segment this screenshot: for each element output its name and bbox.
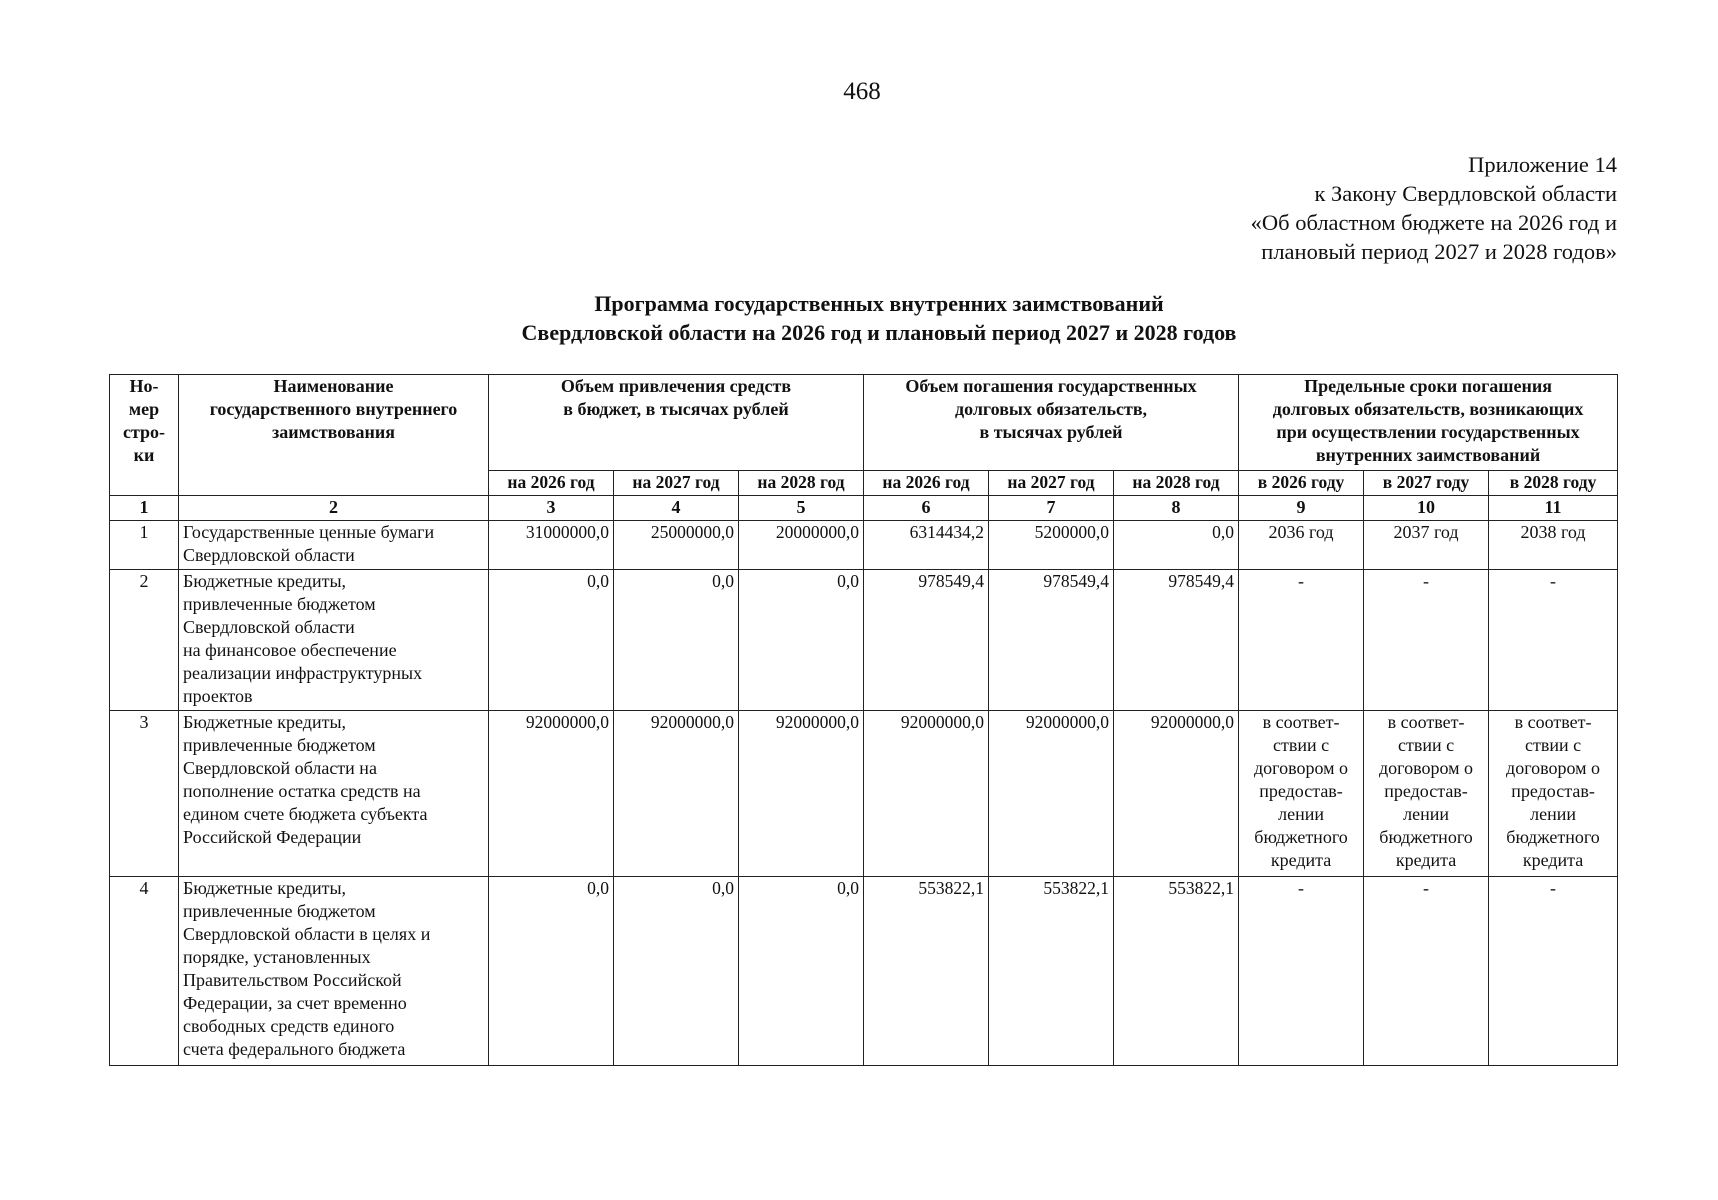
attraction-2028: 0,0 (739, 877, 864, 1066)
appendix-line: плановый период 2027 и 2028 годов» (1261, 239, 1617, 264)
title-line: Свердловской области на 2026 год и плановый период 2027 и 2028 годов (521, 320, 1237, 345)
borrowing-name: Бюджетные кредиты, привлеченные бюджетом Свердловской области в целях и порядке, установленных Правительством Российской Федерации, за счет временно свободных средств единого счета федерального бюджета (179, 877, 489, 1066)
borrowing-name: Бюджетные кредиты, привлеченные бюджетом Свердловской области на финансовое обеспечение реализации инфраструктурных проектов (179, 570, 489, 711)
table-row (110, 877, 1618, 1066)
repayment-2028: 92000000,0 (1114, 711, 1239, 877)
attraction-2028: 92000000,0 (739, 711, 864, 877)
column-number-row (110, 496, 1618, 521)
subheader-cell: на 2026 год (864, 471, 989, 496)
subheader-cell: в 2027 году (1364, 471, 1489, 496)
borrowing-program-table (109, 374, 1618, 1066)
attraction-2027: 0,0 (614, 877, 739, 1066)
subheader-cell: на 2028 год (739, 471, 864, 496)
appendix-line: «Об областном бюджете на 2026 год и (1250, 210, 1617, 235)
table-row (110, 711, 1618, 877)
document-title (0, 289, 1718, 347)
appendix-line: к Закону Свердловской области (1314, 181, 1617, 206)
appendix-line: Приложение 14 (1468, 152, 1617, 177)
row-number: 1 (110, 521, 179, 570)
subheader-cell: на 2027 год (989, 471, 1114, 496)
term-2027: в соответ- ствии с договором о предостав- лении бюджетного кредита (1364, 711, 1489, 877)
attraction-2027: 92000000,0 (614, 711, 739, 877)
repayment-2027: 5200000,0 (989, 521, 1114, 570)
attraction-2026: 92000000,0 (489, 711, 614, 877)
column-number: 4 (614, 496, 739, 521)
row-number: 2 (110, 570, 179, 711)
title-line: Программа государственных внутренних заимствований (594, 291, 1164, 316)
table-row (110, 570, 1618, 711)
column-number: 9 (1239, 496, 1364, 521)
column-number: 5 (739, 496, 864, 521)
repayment-2027: 92000000,0 (989, 711, 1114, 877)
borrowing-name: Бюджетные кредиты, привлеченные бюджетом Свердловской области на пополнение остатка средств на едином счете бюджета субъекта Российской Федерации (179, 711, 489, 877)
header-row (110, 375, 1618, 471)
header-borrowing-name: Наименование государственного внутреннего заимствования (179, 375, 489, 496)
attraction-2028: 20000000,0 (739, 521, 864, 570)
column-number: 10 (1364, 496, 1489, 521)
table-row (110, 521, 1618, 570)
term-2028: - (1489, 570, 1618, 711)
term-2028: 2038 год (1489, 521, 1618, 570)
repayment-2026: 92000000,0 (864, 711, 989, 877)
column-number: 7 (989, 496, 1114, 521)
attraction-2026: 0,0 (489, 877, 614, 1066)
column-number: 1 (110, 496, 179, 521)
row-number: 3 (110, 711, 179, 877)
column-number: 3 (489, 496, 614, 521)
column-number: 2 (179, 496, 489, 521)
attraction-2027: 0,0 (614, 570, 739, 711)
repayment-2026: 6314434,2 (864, 521, 989, 570)
column-number: 11 (1489, 496, 1618, 521)
subheader-cell: в 2026 году (1239, 471, 1364, 496)
attraction-2026: 31000000,0 (489, 521, 614, 570)
row-number: 4 (110, 877, 179, 1066)
repayment-2028: 0,0 (1114, 521, 1239, 570)
repayment-2028: 553822,1 (1114, 877, 1239, 1066)
header-row-number: Но- мер стро- ки (110, 375, 179, 496)
header-attraction-volume: Объем привлечения средств в бюджет, в тысячах рублей (489, 375, 864, 471)
term-2028: в соответ- ствии с договором о предостав- лении бюджетного кредита (1489, 711, 1618, 877)
repayment-2027: 553822,1 (989, 877, 1114, 1066)
term-2026: - (1239, 570, 1364, 711)
attraction-2028: 0,0 (739, 570, 864, 711)
attraction-2026: 0,0 (489, 570, 614, 711)
term-2026: - (1239, 877, 1364, 1066)
column-number: 8 (1114, 496, 1239, 521)
page-number: 468 (843, 78, 881, 105)
attraction-2027: 25000000,0 (614, 521, 739, 570)
header-repayment-volume: Объем погашения государственных долговых обязательств, в тысячах рублей (864, 375, 1239, 471)
repayment-2027: 978549,4 (989, 570, 1114, 711)
term-2027: - (1364, 570, 1489, 711)
term-2027: - (1364, 877, 1489, 1066)
subheader-cell: на 2027 год (614, 471, 739, 496)
repayment-2026: 978549,4 (864, 570, 989, 711)
column-number: 6 (864, 496, 989, 521)
subheader-cell: на 2028 год (1114, 471, 1239, 496)
appendix-reference (1251, 150, 1617, 266)
term-2027: 2037 год (1364, 521, 1489, 570)
borrowing-name: Государственные ценные бумаги Свердловской области (179, 521, 489, 570)
term-2026: в соответ- ствии с договором о предостав- лении бюджетного кредита (1239, 711, 1364, 877)
term-2026: 2036 год (1239, 521, 1364, 570)
subheader-cell: в 2028 году (1489, 471, 1618, 496)
subheader-cell: на 2026 год (489, 471, 614, 496)
repayment-2026: 553822,1 (864, 877, 989, 1066)
header-repayment-terms: Предельные сроки погашения долговых обязательств, возникающих при осуществлении государственных внутренних заимствований (1239, 375, 1618, 471)
term-2028: - (1489, 877, 1618, 1066)
repayment-2028: 978549,4 (1114, 570, 1239, 711)
